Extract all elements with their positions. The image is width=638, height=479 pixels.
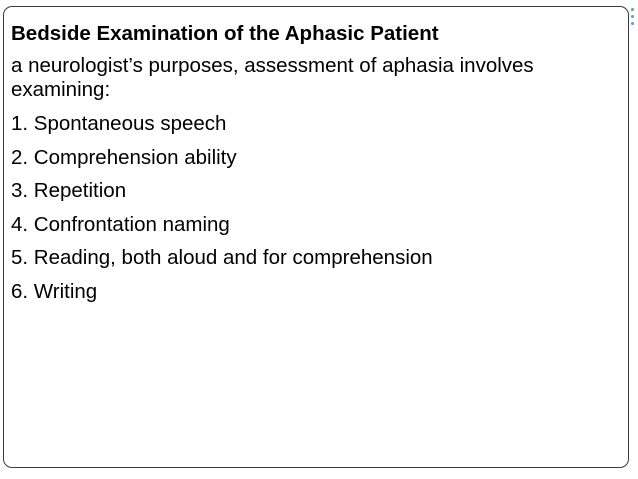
nav-dot-icon: [631, 8, 634, 11]
assessment-list: [11, 107, 611, 308]
nav-dot-icon: [631, 22, 634, 25]
slide-content: [11, 17, 611, 308]
list-item: 5. Reading, both aloud and for comprehension: [11, 246, 433, 269]
list-item: 4. Confrontation naming: [11, 212, 230, 236]
slide-title: Bedside Examination of the Aphasic Patient: [11, 22, 439, 45]
nav-dot-icon: [631, 15, 634, 18]
list-item: 2. Comprehension ability: [11, 145, 237, 169]
list-item: 6. Writing: [11, 279, 98, 303]
intro-text: a neurologist’s purposes, assessment of aphasia involves examining:: [11, 54, 534, 101]
list-item: 1. Spontaneous speech: [11, 112, 227, 135]
list-item: 3. Repetition: [11, 179, 127, 202]
